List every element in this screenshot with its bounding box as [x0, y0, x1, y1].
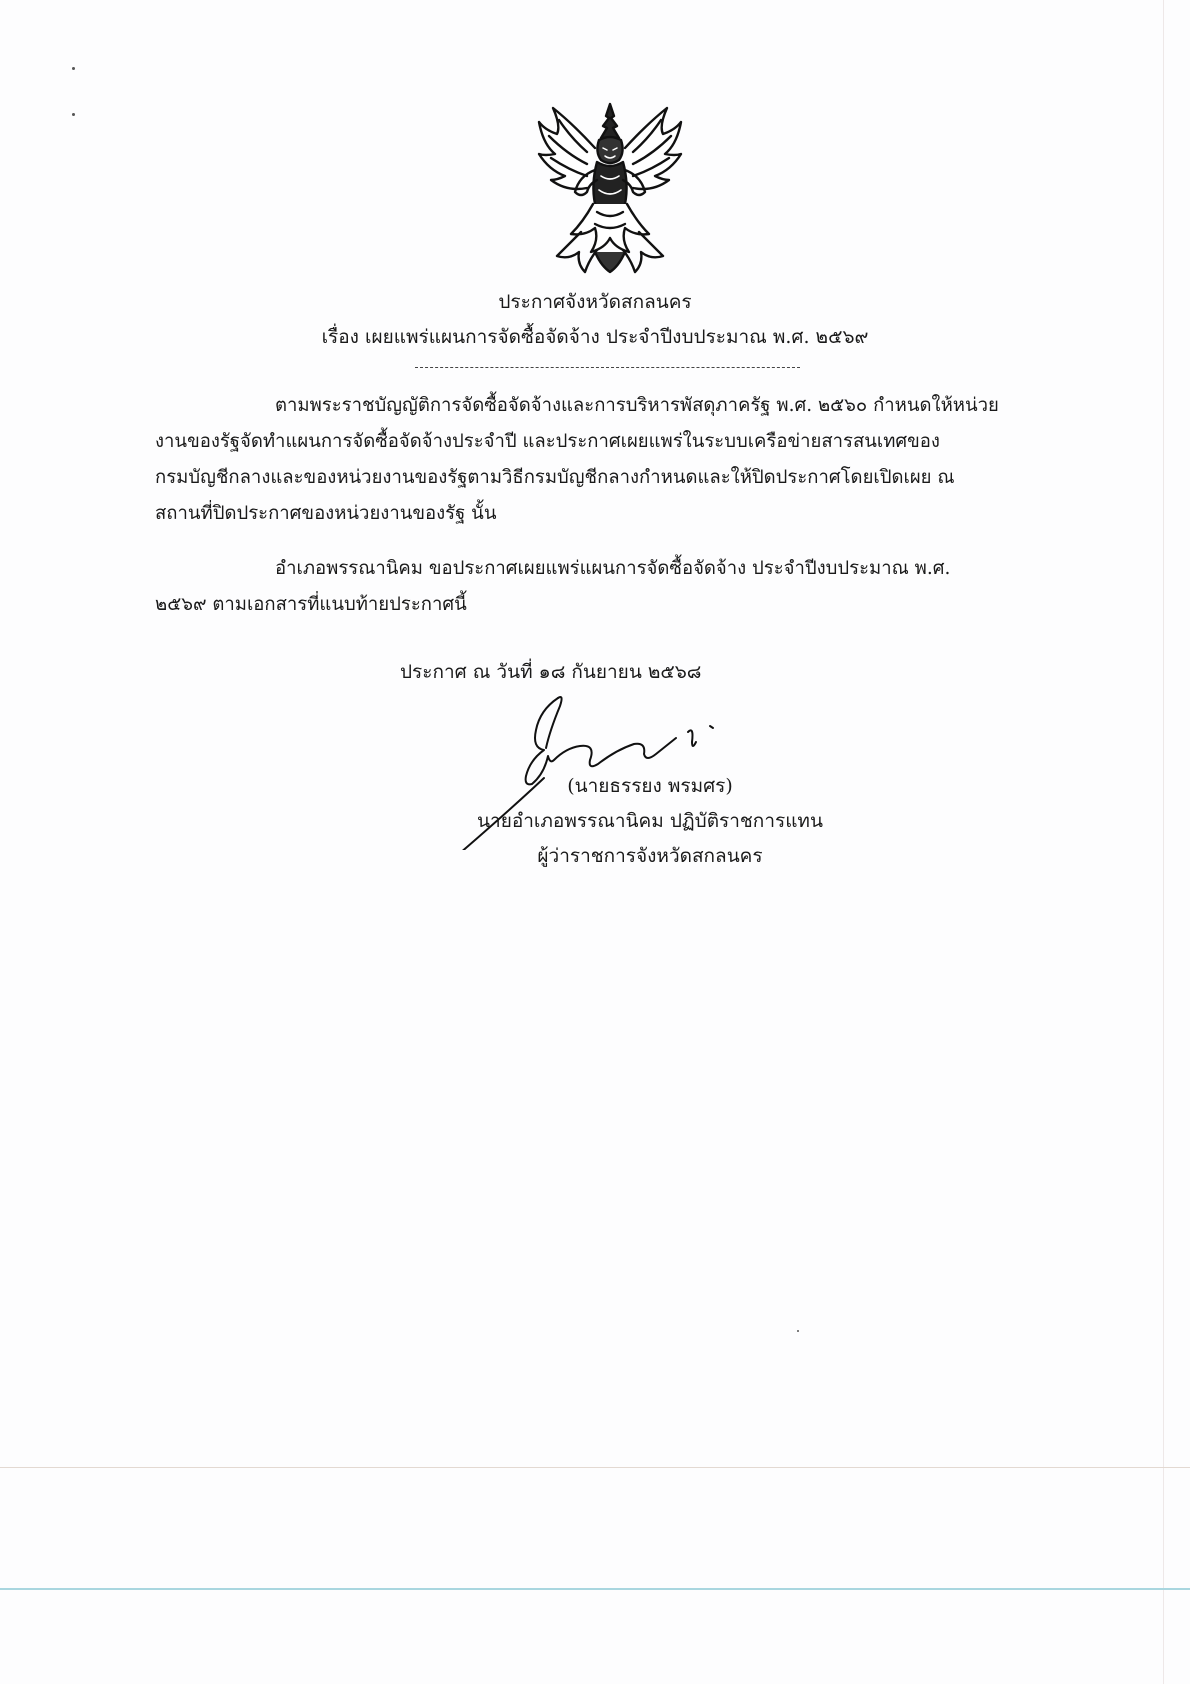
scan-edge-line — [1163, 0, 1164, 1684]
paragraph-line: สถานที่ปิดประกาศของหน่วยงานของรัฐ นั้น — [155, 503, 497, 524]
paragraph-line: ๒๕๖๙ ตามเอกสารที่แนบท้ายประกาศนี้ — [155, 594, 467, 615]
signatory-name: (นายธรรยง พรมศร) — [567, 775, 733, 797]
scan-artifact-line — [0, 1588, 1190, 1590]
scan-speck — [72, 67, 75, 70]
scan-artifact-line — [0, 1467, 1190, 1468]
scan-speck — [72, 113, 75, 116]
body-paragraph-1 — [155, 388, 1015, 532]
announcement-subject: เรื่อง เผยแพร่แผนการจัดซื้อจัดจ้าง ประจำปีงบประมาณ พ.ศ. ๒๕๖๙ — [321, 326, 869, 348]
signatory-position-acting-for: ผู้ว่าราชการจังหวัดสกลนคร — [537, 845, 763, 867]
signatory-position: นายอำเภอพรรณานิคม ปฏิบัติราชการแทน — [477, 810, 823, 832]
scan-speck — [797, 1330, 799, 1332]
dashed-divider — [415, 367, 800, 368]
announcement-date: ประกาศ ณ วันที่ ๑๘ กันยายน ๒๕๖๘ — [400, 661, 702, 683]
paragraph-line: ตามพระราชบัญญัติการจัดซื้อจัดจ้างและการบริหารพัสดุภาครัฐ พ.ศ. ๒๕๖๐ กำหนดให้หน่วย — [275, 395, 999, 416]
announcement-title: ประกาศจังหวัดสกลนคร — [498, 291, 692, 313]
paragraph-line: กรมบัญชีกลางและของหน่วยงานของรัฐตามวิธีกรมบัญชีกลางกำหนดและให้ปิดประกาศโดยเปิดเผย ณ — [155, 467, 955, 488]
body-paragraph-2 — [155, 551, 1015, 623]
paragraph-line: อำเภอพรรณานิคม ขอประกาศเผยแพร่แผนการจัดซื้อจัดจ้าง ประจำปีงบประมาณ พ.ศ. — [275, 558, 951, 579]
paragraph-line: งานของรัฐจัดทำแผนการจัดซื้อจัดจ้างประจำปี และประกาศเผยแพร่ในระบบเครือข่ายสารสนเทศของ — [155, 431, 940, 452]
garuda-emblem-icon — [535, 100, 685, 275]
